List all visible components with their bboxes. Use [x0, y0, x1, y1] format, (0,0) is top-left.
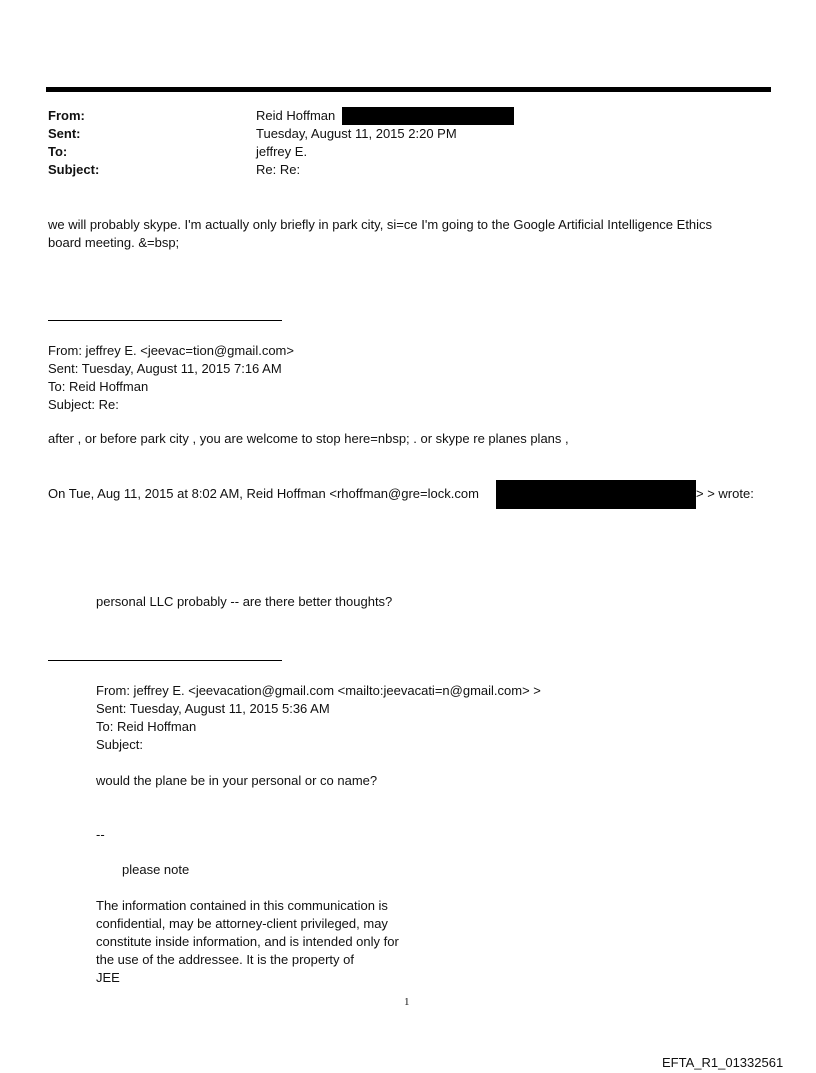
please-note: please note — [122, 862, 190, 877]
disclaimer-line: JEE — [96, 970, 120, 985]
from-label: From: — [48, 108, 85, 123]
quoted1-to: To: Reid Hoffman — [48, 379, 149, 394]
quoted1-wrote: > > wrote: — [696, 486, 754, 501]
document-id: EFTA_R1_01332561 — [662, 1055, 784, 1070]
redaction-box — [496, 480, 696, 509]
quoted2-to: To: Reid Hoffman — [96, 719, 197, 734]
quote-separator-1 — [48, 320, 282, 321]
quoted2-sent: Sent: Tuesday, August 11, 2015 5:36 AM — [96, 701, 330, 716]
subject-value: Re: Re: — [256, 162, 301, 177]
to-label: To: — [48, 144, 68, 159]
disclaimer-line: The information contained in this communication is — [96, 898, 388, 913]
page-number: 1 — [404, 996, 410, 1008]
disclaimer-line: confidential, may be attorney-client privileged, may — [96, 916, 388, 931]
quoted2-from: From: jeffrey E. <jeevacation@gmail.com <mailto:jeevacati=n@gmail.com> > — [96, 683, 541, 698]
quoted1-body: after , or before park city , you are welcome to stop here=nbsp; . or skype re planes plans , — [48, 431, 569, 446]
quote-separator-2 — [48, 660, 282, 661]
sent-value: Tuesday, August 11, 2015 2:20 PM — [256, 126, 457, 141]
disclaimer-line: constitute inside information, and is intended only for — [96, 934, 399, 949]
header-rule — [46, 87, 771, 92]
signature-dashes: -- — [96, 827, 105, 842]
quoted2-subject: Subject: — [96, 737, 143, 752]
subject-label: Subject: — [48, 162, 100, 177]
quoted1-reply: personal LLC probably -- are there better thoughts? — [96, 594, 393, 609]
quoted1-sent: Sent: Tuesday, August 11, 2015 7:16 AM — [48, 361, 282, 376]
quoted2-body: would the plane be in your personal or co name? — [96, 773, 378, 788]
body-line-1: we will probably skype. I'm actually only briefly in park city, si=ce I'm going to the Google Artificial Intelligence Ethics — [48, 217, 713, 232]
from-value: Reid Hoffman — [256, 108, 336, 123]
redaction-box — [342, 107, 514, 125]
disclaimer-line: the use of the addressee. It is the property of — [96, 952, 354, 967]
sent-label: Sent: — [48, 126, 81, 141]
quoted1-on-line: On Tue, Aug 11, 2015 at 8:02 AM, Reid Hoffman <rhoffman@gre=lock.com — [48, 486, 479, 501]
quoted1-subject: Subject: Re: — [48, 397, 119, 412]
to-value: jeffrey E. — [256, 144, 308, 159]
body-line-2: board meeting. &=bsp; — [48, 235, 180, 250]
quoted1-from: From: jeffrey E. <jeevac=tion@gmail.com> — [48, 343, 294, 358]
